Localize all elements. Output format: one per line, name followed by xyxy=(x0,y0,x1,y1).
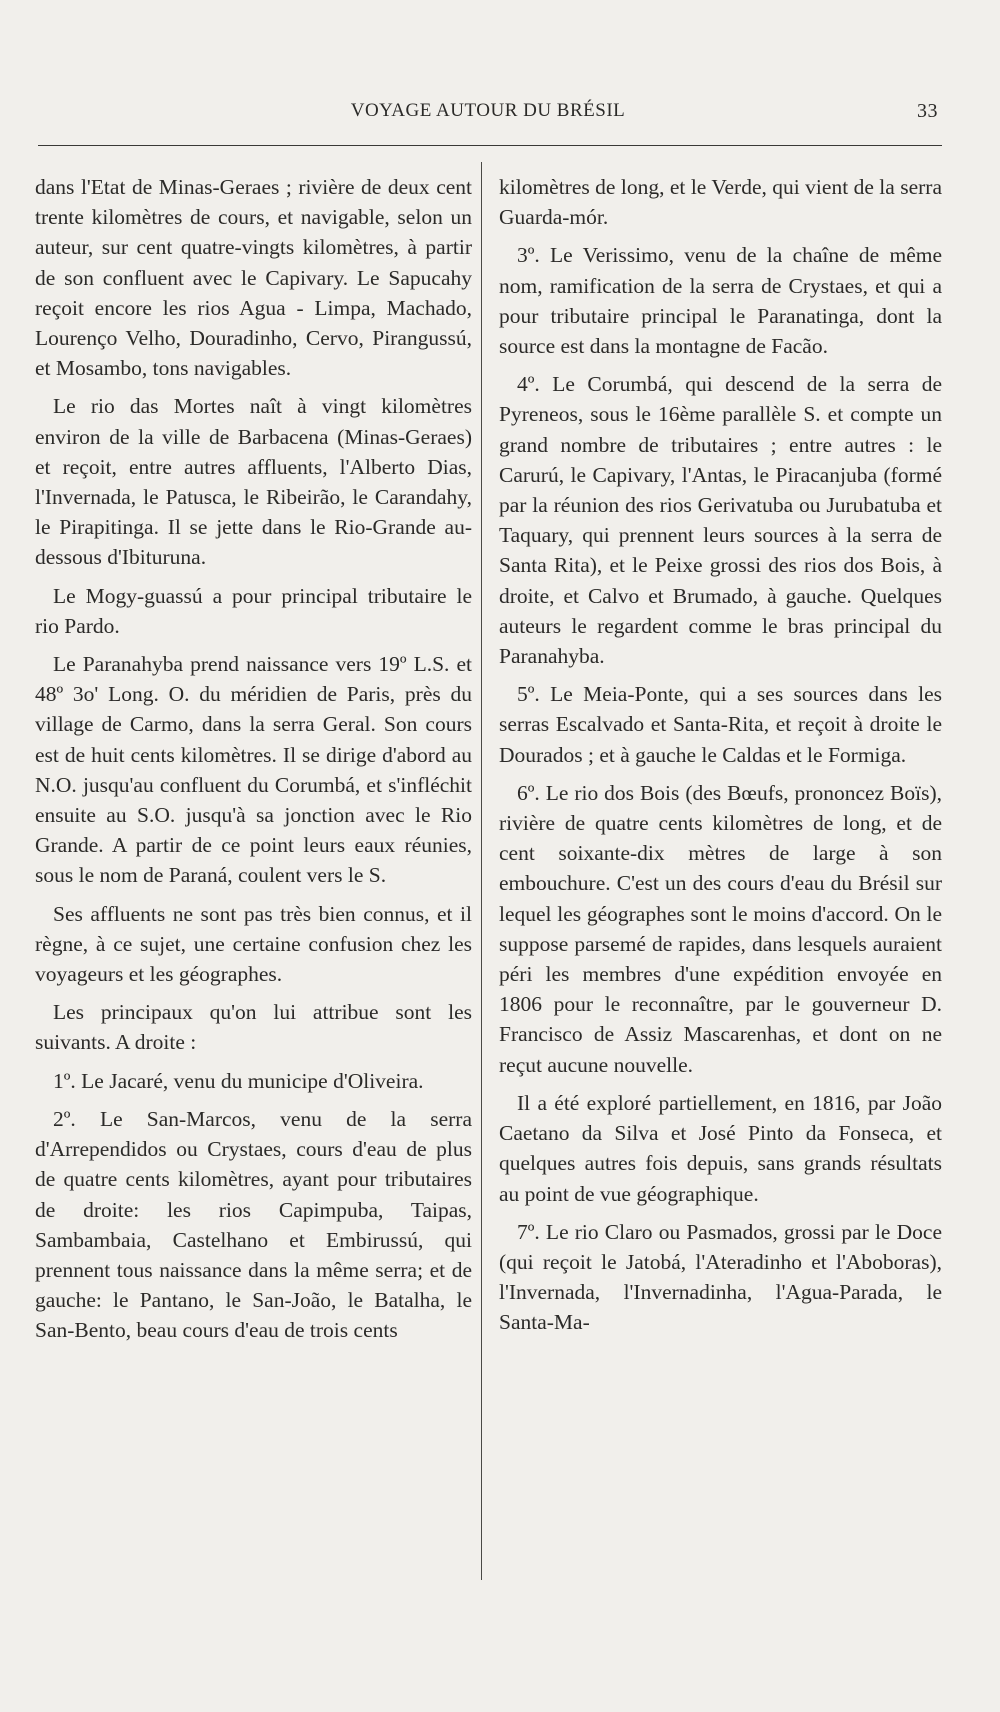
paragraph: 1º. Le Jacaré, venu du municipe d'Oliveira. xyxy=(53,1068,424,1093)
running-title: VOYAGE AUTOUR DU BRÉSIL xyxy=(350,100,626,121)
paragraph: Il a été exploré partiellement, en 1816, par João Caetano da Silva et José Pinto da Fonseca, et quelques autres fois depuis, sans grands résultats au point de vue géographique. xyxy=(499,1090,942,1206)
paragraph: kilomètres de long, et le Verde, qui vient de la serra Guarda-mór. xyxy=(499,175,942,230)
page-number: 33 xyxy=(917,100,938,122)
paragraph: Le Paranahyba prend naissance vers 19º L.S. et 48º 3o' Long. O. du méridien de Paris, près du village de Carmo, dans la serra Geral. Son cours est de huit cents kilomètres. Il se dirige d'abord au N.O. jusqu'au confluent du Corumbá, et s'infléchit ensuite au S.O. jusqu'à sa jonction avec le Rio Grande. A partir de ce point leurs eaux réunies, sous le nom de Paraná, coulent vers le S. xyxy=(35,652,472,888)
paragraph: 7º. Le rio Claro ou Pasmados, grossi par le Doce (qui reçoit le Jatobá, l'Ateradinho et l'Aboboras), l'Invernada, l'Invernadinha, l'Agua-Parada, le Santa-Ma- xyxy=(499,1219,942,1335)
column-divider xyxy=(481,162,482,1580)
paragraph: 6º. Le rio dos Bois (des Bœufs, prononcez Boïs), rivière de quatre cents kilomètres de long, et de cent soixante-dix mètres de large à son embouchure. C'est un des cours d'eau du Brésil sur lequel les géographes sont le moins d'accord. On le suppose parsemé de rapides, dans lesquels auraient péri les membres d'une expédition envoyée en 1806 pour le reconnaître, par le gouverneur D. Francisco de Assiz Mascarenhas, et dont on ne reçut aucune nouvelle. xyxy=(499,780,942,1077)
right-column xyxy=(499,172,942,1346)
left-column xyxy=(35,172,472,1354)
paragraph: Ses affluents ne sont pas très bien connus, et il règne, à ce sujet, une certaine confusion chez les voyageurs et les géographes. xyxy=(35,901,472,987)
running-header xyxy=(38,100,938,130)
paragraph: 3º. Le Verissimo, venu de la chaîne de même nom, ramification de la serra de Crystaes, et qui a pour tributaire principal le Paranatinga, dont la source est dans la montagne de Facão. xyxy=(499,243,942,359)
paragraph: 5º. Le Meia-Ponte, qui a ses sources dans les serras Escalvado et Santa-Rita, et reçoit à droite le Dourados ; et à gauche le Caldas et le Formiga. xyxy=(499,682,942,767)
paragraph: Les principaux qu'on lui attribue sont les suivants. A droite : xyxy=(35,1000,472,1055)
paragraph: 2º. Le San-Marcos, venu de la serra d'Arrependidos ou Crystaes, cours d'eau de plus de quatre cents kilomètres, ayant pour tributaires de droite: les rios Capimpuba, Taipas, Sambambaia, Castelhano et Embirussú, qui prennent tous naissance dans la même serra; et de gauche: le Pantano, le San-João, le Batalha, le San-Bento, beau cours d'eau de trois cents xyxy=(35,1106,472,1343)
header-rule xyxy=(38,145,942,146)
paragraph: Le Mogy-guassú a pour principal tributaire le rio Pardo. xyxy=(35,583,472,638)
paragraph: 4º. Le Corumbá, qui descend de la serra de Pyreneos, sous le 16ème parallèle S. et compte un grand nombre de tributaires ; entre autres : le Carurú, le Capivary, l'Antas, le Piracanjuba (formé par la réunion des rios Gerivatuba ou Jurubatuba et Taquary, qui prennent leurs sources à la serra de Santa Rita), et le Peixe grossi des rios dos Bois, à droite, et Calvo et Brumado, à gauche. Quelques auteurs le regardent comme le bras principal du Paranahyba. xyxy=(499,372,942,669)
paragraph: Le rio das Mortes naît à vingt kilomètres environ de la ville de Barbacena (Minas-Geraes) et reçoit, entre autres affluents, l'Alberto Dias, l'Invernada, le Patusca, le Ribeirão, le Carandahy, le Pirapitinga. Il se jette dans le Rio-Grande au-dessous d'Ibituruna. xyxy=(35,394,472,570)
paragraph: dans l'Etat de Minas-Geraes ; rivière de deux cent trente kilomètres de cours, et navigable, selon un auteur, sur cent quatre-vingts kilomètres, à partir de son confluent avec le Capivary. Le Sapucahy reçoit encore les rios Agua - Limpa, Machado, Lourenço Velho, Douradinho, Cervo, Pirangussú, et Mosambo, tons navigables. xyxy=(35,175,472,381)
